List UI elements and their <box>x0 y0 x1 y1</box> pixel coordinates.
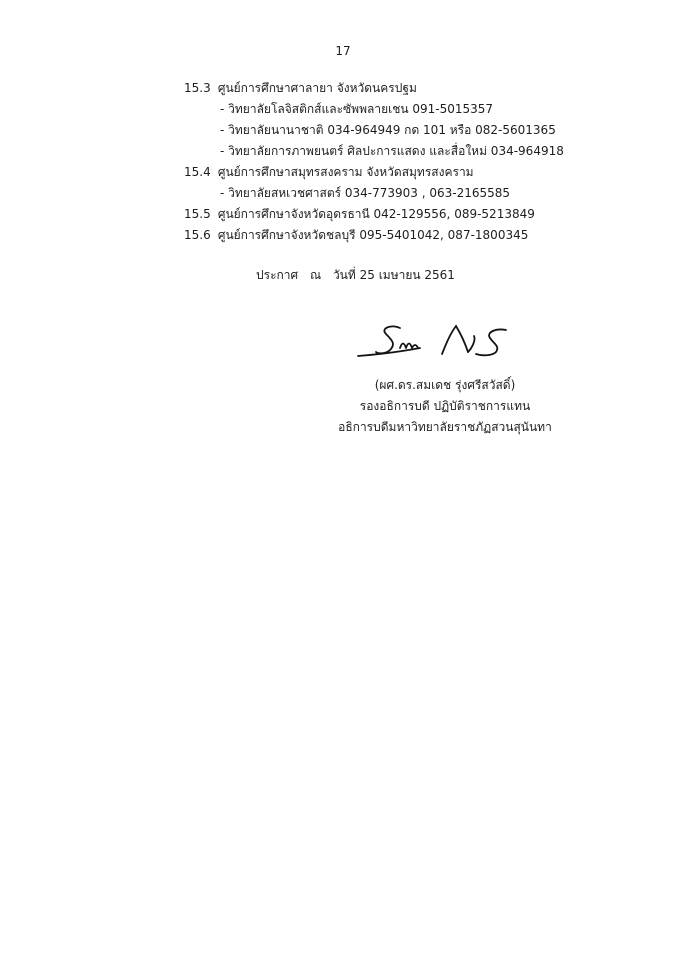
section-title: ศูนย์การศึกษาศาลายา จังหวัดนครปฐม <box>217 81 417 95</box>
list-item: - วิทยาลัยสหเวชศาสตร์ 034-773903 , 063-2165585 <box>220 186 511 200</box>
section-number: 15.3 <box>184 81 211 95</box>
section-number: 15.5 <box>184 207 211 221</box>
section-number: 15.4 <box>184 165 211 179</box>
section-title: ศูนย์การศึกษาจังหวัดอุดรธานี 042-129556, 089-5213849 <box>217 207 535 221</box>
list-item: - วิทยาลัยการภาพยนตร์ ศิลปะการแสดง และสื่อใหม่ 034-964918 <box>220 144 564 158</box>
section-15-3-heading <box>184 80 417 96</box>
announcement-line <box>256 266 463 285</box>
section-number: 15.6 <box>184 228 211 242</box>
section-title: ศูนย์การศึกษาจังหวัดชลบุรี 095-5401042, 087-1800345 <box>217 228 529 242</box>
signer-organization: อธิการบดีมหาวิทยาลัยราชภัฏสวนสุนันทา <box>338 420 552 434</box>
section-title: ศูนย์การศึกษาสมุทรสงคราม จังหวัดสมุทรสงคราม <box>217 165 474 179</box>
page-number: 17 <box>335 44 351 58</box>
list-item: - วิทยาลัยโลจิสติกส์และซัพพลายเชน 091-5015357 <box>220 102 494 116</box>
list-item: - วิทยาลัยนานาชาติ 034-964949 กด 101 หรือ 082-5601365 <box>220 123 556 137</box>
announcement-date: วันที่ 25 เมษายน 2561 <box>332 268 455 282</box>
section-15-5-heading <box>184 206 535 222</box>
announcement-at: ณ <box>309 268 322 282</box>
section-15-4-heading <box>184 164 474 180</box>
signer-name: (ผศ.ดร.สมเดช รุ่งศรีสวัสดิ์) <box>374 378 516 392</box>
signature-image <box>356 318 516 364</box>
section-15-6-heading <box>184 227 528 243</box>
announcement-prefix: ประกาศ <box>256 268 299 282</box>
signer-position: รองอธิการบดี ปฏิบัติราชการแทน <box>359 399 531 413</box>
